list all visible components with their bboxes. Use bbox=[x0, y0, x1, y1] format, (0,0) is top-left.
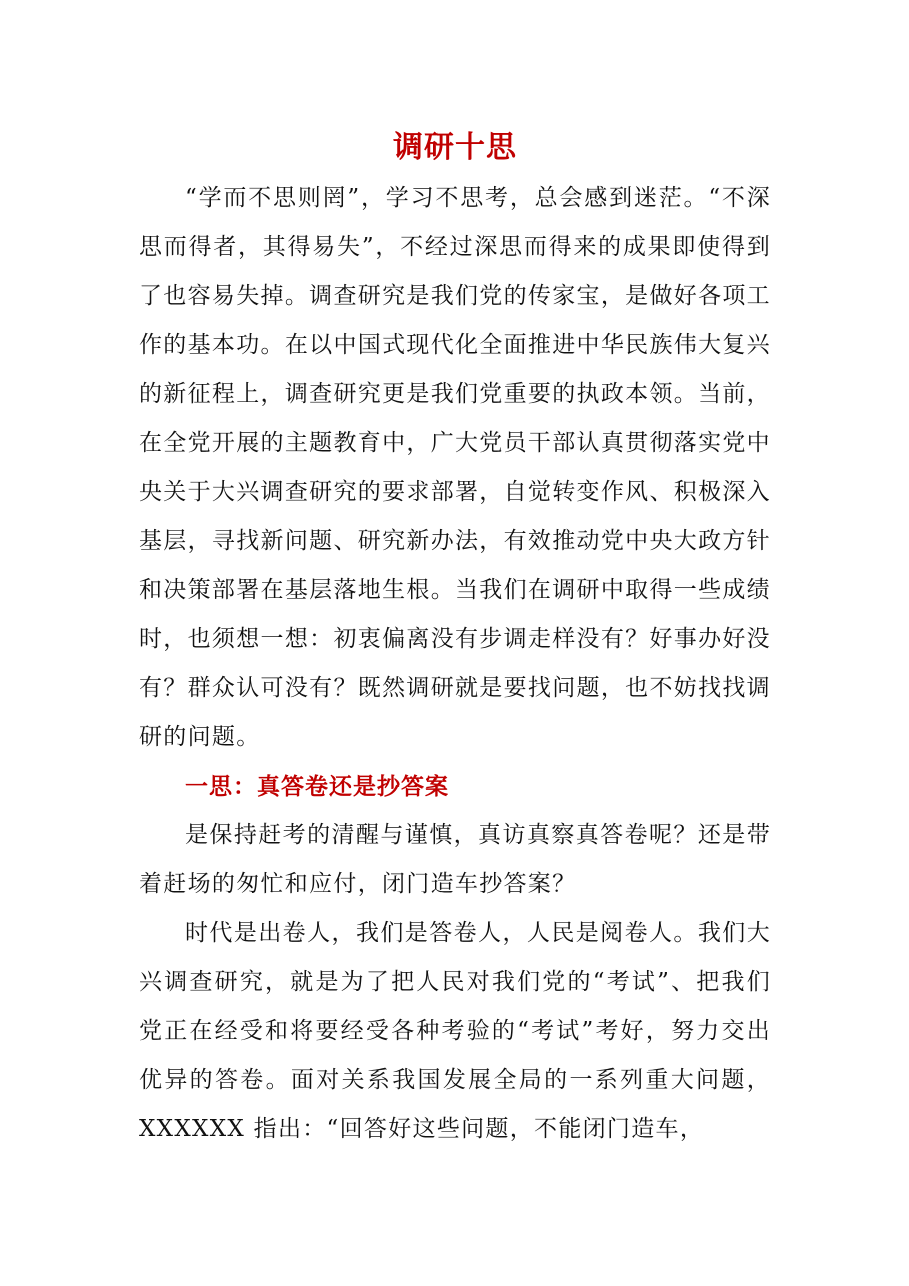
section-paragraph: 时代是出卷人，我们是答卷人，人民是阅卷人。我们大兴调查研究，就是为了把人民对我们党的“考试”、把我们党正在经受和将要经受各种考验的“考试”考好，努力交出优异的答卷。面对关系我国发展全局的一系列重大问题，XXXXXX 指出：“回答好这些问题，不能闭门造车， bbox=[139, 920, 771, 1142]
intro-paragraph: “学而不思则罔”，学习不思考，总会感到迷茫。“不深思而得者，其得易失”，不经过深思而得来的成果即使得到了也容易失掉。调查研究是我们党的传家宝，是做好各项工作的基本功。在以中国式现代化全面推进中华民族伟大复兴的新征程上，调查研究更是我们党重要的执政本领。当前，在全党开展的主题教育中，广大党员干部认真贯彻落实党中央关于大兴调查研究的要求部署，自觉转变作风、积极深入基层，寻找新问题、研究新办法，有效推动党中央大政方针和决策部署在基层落地生根。当我们在调研中取得一些成绩时，也须想一想：初衷偏离没有步调走样没有？好事办好没有？群众认可没有？既然调研就是要找问题，也不妨找找调研的问题。 bbox=[139, 185, 771, 750]
section-heading: 一思：真答卷还是抄答案 bbox=[185, 773, 449, 800]
document-title: 调研十思 bbox=[393, 130, 517, 165]
document-content bbox=[139, 122, 771, 1154]
section-paragraph: 是保持赶考的清醒与谨慎，真访真察真答卷呢？还是带着赶场的匆忙和应付，闭门造车抄答案？ bbox=[139, 822, 771, 897]
